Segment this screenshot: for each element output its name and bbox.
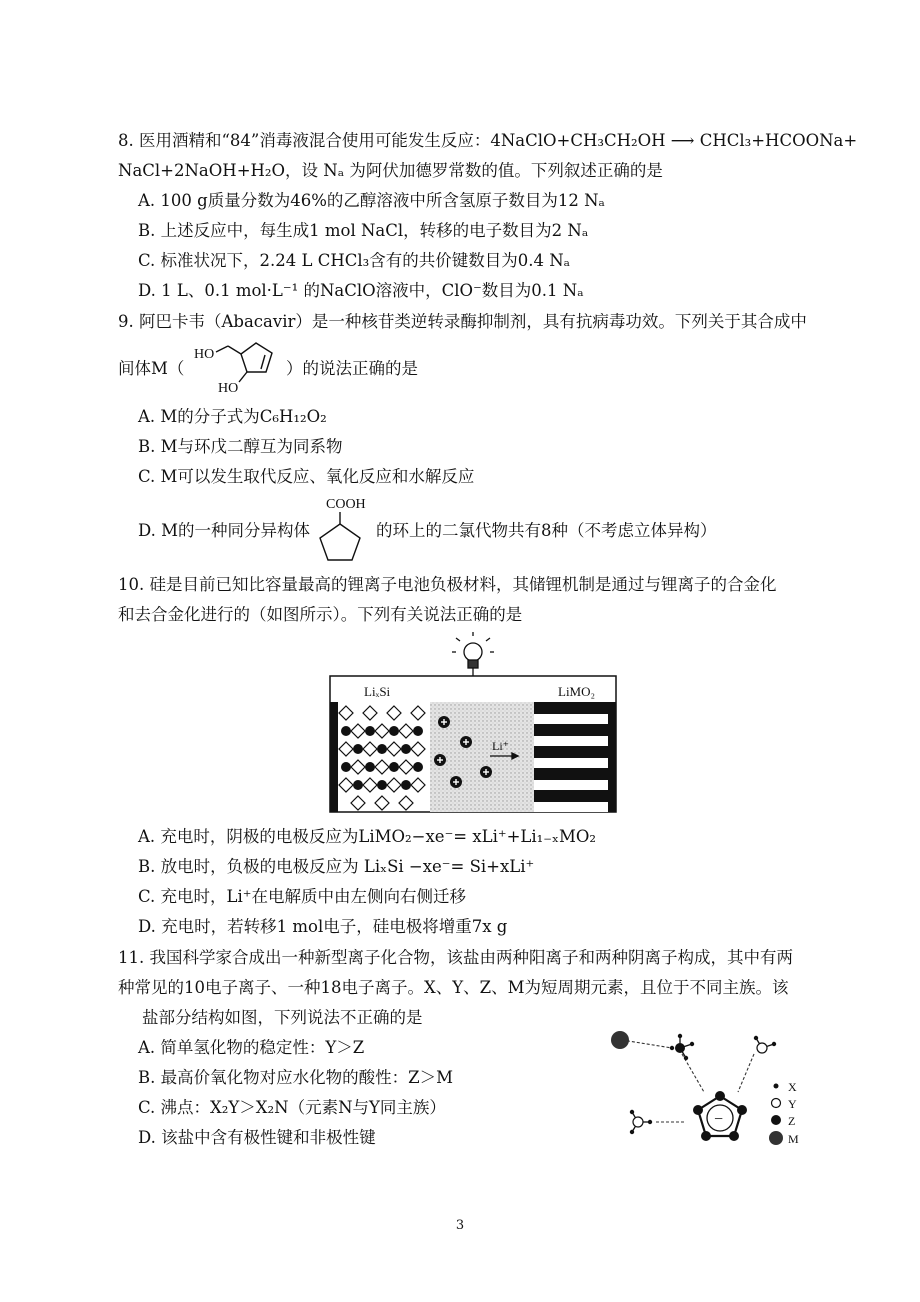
- q9-option-d-pre: D. M的一种同分异构体: [138, 521, 311, 540]
- q8-option-d: D. 1 L、0.1 mol·L⁻¹ 的NaClO溶液中，ClO⁻数目为0.1 Nₐ: [138, 281, 584, 300]
- q11-option-c: C. 沸点：X₂Y＞X₂N（元素N与Y同主族）: [138, 1098, 446, 1117]
- q9-stem-line2-pre: 间体M（: [118, 359, 185, 378]
- q9-option-d-post: 的环上的二氯代物共有8种（不考虑立体异构）: [376, 521, 717, 540]
- atom-legend: [769, 1080, 799, 1146]
- ho-label-top: HO: [194, 347, 215, 362]
- legend-y: Y: [788, 1097, 797, 1111]
- q10-option-c: C. 充电时，Li⁺在电解质中由左侧向右侧迁移: [138, 887, 466, 906]
- q11-option-a: A. 简单氢化物的稳定性：Y＞Z: [138, 1038, 365, 1057]
- q11-stem-line2: 种常见的10电子离子、一种18电子离子。X、Y、Z、M为短周期元素，且位于不同主族。该: [118, 978, 789, 997]
- ho-label-bottom: HO: [218, 381, 239, 396]
- q10-stem-line2: 和去合金化进行的（如图所示）。下列有关说法正确的是: [118, 605, 523, 624]
- label-li-ion: Li⁺: [492, 739, 509, 753]
- ring-charge-label: −: [714, 1111, 724, 1128]
- q9-option-a: A. M的分子式为C₆H₁₂O₂: [138, 407, 327, 426]
- q10-stem-line1: 10. 硅是目前已知比容量最高的锂离子电池负极材料，其储锂机制是通过与锂离子的合金化: [118, 575, 777, 594]
- label-lixsi: LiₓSi: [364, 684, 391, 699]
- label-limo2: LiMO₂: [558, 684, 596, 699]
- q8-option-a: A. 100 g质量分数为46%的乙醇溶液中所含氢原子数目为12 Nₐ: [138, 191, 605, 210]
- q11-stem-line1: 11. 我国科学家合成出一种新型离子化合物，该盐由两种阳离子和两种阴离子构成，其中有两: [118, 948, 793, 967]
- silicon-lattice: [339, 706, 425, 810]
- salt-structure-diagram: [600, 1024, 806, 1154]
- q9-option-b: B. M与环戊二醇互为同系物: [138, 437, 343, 456]
- light-bulb-icon: [452, 632, 494, 676]
- q9-stem-line2-post: ）的说法正确的是: [286, 359, 418, 378]
- legend-z: Z: [788, 1114, 796, 1128]
- q8-option-c: C. 标准状况下，2.24 L CHCl₃含有的共价键数目为0.4 Nₐ: [138, 251, 571, 270]
- cooh-label: COOH: [326, 497, 366, 512]
- q9-option-c: C. M可以发生取代反应、氧化反应和水解反应: [138, 467, 475, 486]
- legend-x: X: [788, 1080, 797, 1094]
- battery-diagram: [326, 632, 620, 816]
- q11-option-d: D. 该盐中含有极性键和非极性键: [138, 1128, 376, 1147]
- molecule-m-structure: [186, 338, 286, 396]
- q8-option-b: B. 上述反应中，每生成1 mol NaCl，转移的电子数目为2 Nₐ: [138, 221, 589, 240]
- q11-stem-line3: 盐部分结构如图，下列说法不正确的是: [142, 1008, 423, 1027]
- q10-option-a: A. 充电时，阴极的电极反应为LiMO₂−xe⁻= xLi⁺+Li₁₋ₓMO₂: [138, 827, 597, 846]
- q10-option-b: B. 放电时，负极的电极反应为 LiₓSi −xe⁻= Si+xLi⁺: [138, 857, 535, 876]
- q8-stem-line1: 8. 医用酒精和“84”消毒液混合使用可能发生反应：4NaClO+CH₃CH₂OH ⟶ CHCl₃+HCOONa+: [118, 131, 858, 150]
- cyclopentanecarboxylic-acid-structure: [312, 494, 372, 566]
- q11-option-b: B. 最高价氧化物对应水化物的酸性：Z＞M: [138, 1068, 453, 1087]
- q8-stem-line2: NaCl+2NaOH+H₂O，设 Nₐ 为阿伏加德罗常数的值。下列叙述正确的是: [118, 161, 663, 180]
- q10-option-d: D. 充电时，若转移1 mol电子，硅电极将增重7x g: [138, 917, 508, 936]
- page-number: 3: [455, 1218, 465, 1233]
- legend-m: M: [788, 1132, 799, 1146]
- q9-stem-line1: 9. 阿巴卡韦（Abacavir）是一种核苷类逆转录酶抑制剂，具有抗病毒功效。下列关于其合成中: [118, 312, 807, 331]
- m-atom: [611, 1031, 629, 1049]
